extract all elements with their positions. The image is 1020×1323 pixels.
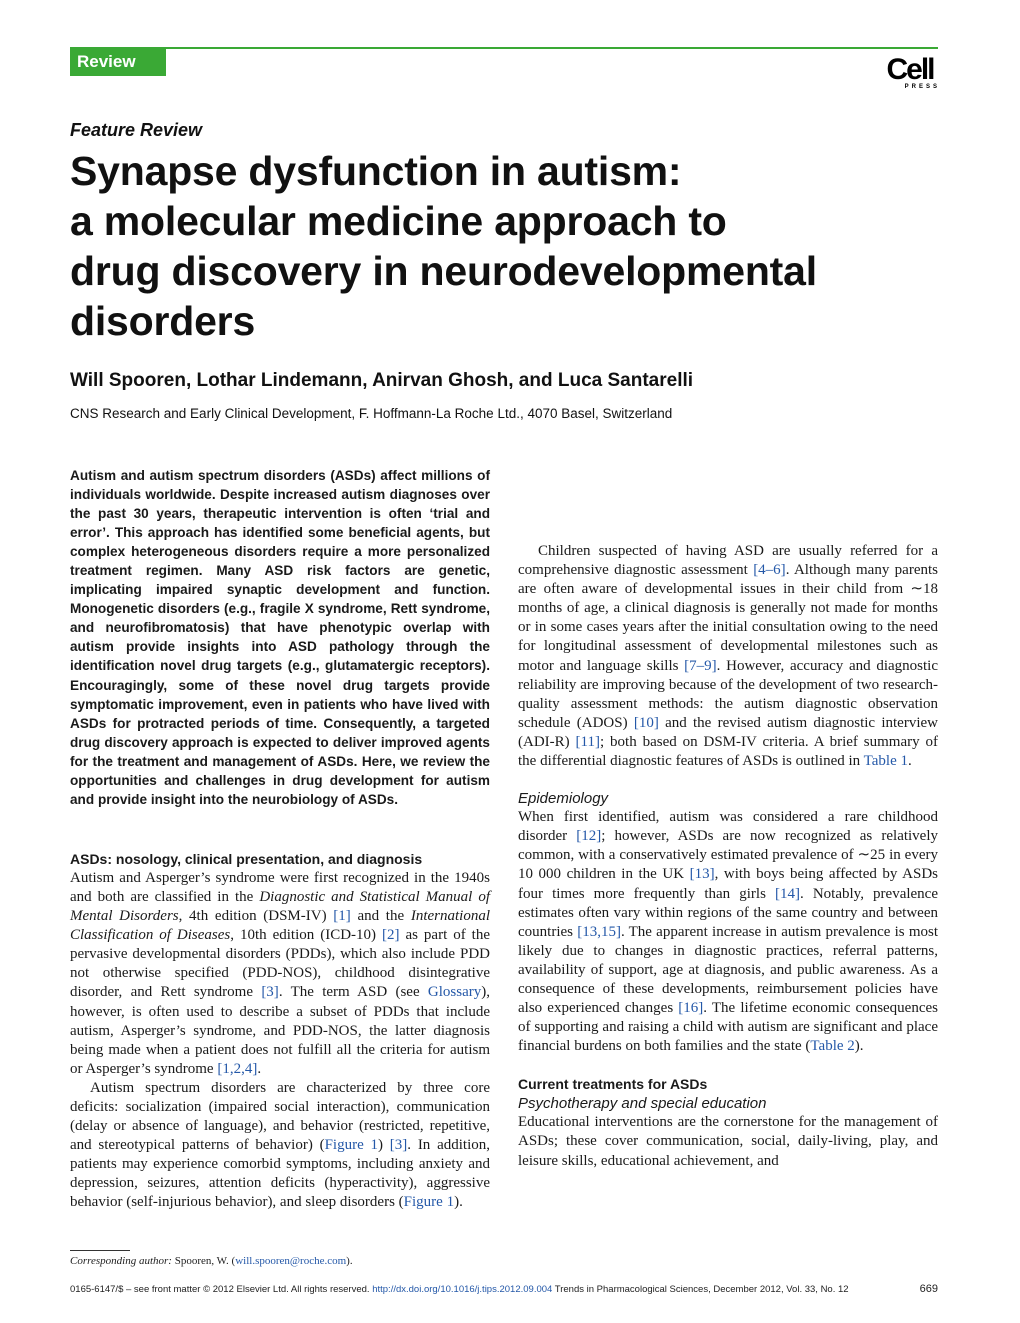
logo-sub-text: PRESS: [904, 84, 940, 90]
table-link[interactable]: Table 1: [863, 753, 908, 770]
cell-press-logo: [880, 53, 940, 90]
section-heading-nosology: ASDs: nosology, clinical presentation, and diagnosis: [70, 850, 423, 867]
header-rule: [70, 47, 938, 49]
paragraph-epidemiology: When first identified, autism was considered a rare childhood disorder [12]; however, ASDs are now recognized as relatively common, with a conservatively estimated prevalence of ∼25 in every 10 000 children in the UK [13], with boys being affected by ASDs four times more frequently than girls [14]. Notably, prevalence estimates often vary within regions of the same country and between countries [13,15]. The apparent increase in autism prevalence is most likely due to changes in diagnostic practices, referral patterns, availability of support, age at diagnosis, and public awareness. As a consequence of these developments, reimbursement policies have also experienced changes [16]. The lifetime economic consequences of supporting and raising a child with autism are significant and place financial burdens on both families and the state (Table 2).: [518, 809, 939, 1055]
article-type: Feature Review: [70, 120, 203, 140]
figure-link[interactable]: Figure 1: [324, 1137, 379, 1154]
author-email-link[interactable]: will.spooren@roche.com: [235, 1255, 347, 1267]
citation-link[interactable]: [7–9]: [684, 657, 717, 674]
citation-link[interactable]: [1,2,4]: [217, 1060, 258, 1077]
title-line: a molecular medicine approach to: [70, 198, 727, 244]
paragraph-nosology: Autism and Asperger’s syndrome were first recognized in the 1940s and both are classified in the Diagnostic and Statistical Manual of Mental Disorders, 4th edition (DSM-IV) [1] and the International Classification of Diseases, 10th edition (ICD-10) [2] as part of the pervasive developmental disorders (PDDs), which also include PDD not otherwise specified (PDD-NOS), childhood disintegrative disorder, and Rett syndrome [3]. The term ASD (see Glossary), however, is often used to describe a subset of PDDs that include autism, Asperger’s syndrome, and PDD-NOS, the latter diagnosis being made when a patient does not fulfill all the criteria for autism or Asperger’s syndrome [1,2,4].: [70, 869, 490, 1077]
right-column: [518, 466, 938, 1171]
article-title: [70, 146, 950, 346]
citation-link[interactable]: [10]: [633, 714, 659, 731]
title-line: drug discovery in neurodevelopmental: [70, 248, 817, 294]
citation-link[interactable]: [1]: [333, 908, 351, 925]
page-number: 669: [919, 1283, 938, 1295]
review-badge: Review: [70, 47, 166, 76]
citation-link[interactable]: [3]: [389, 1137, 408, 1154]
citation-link[interactable]: [2]: [382, 927, 400, 944]
affiliation: CNS Research and Early Clinical Development, F. Hoffmann-La Roche Ltd., 4070 Basel, Switzerland: [70, 406, 673, 421]
citation-link[interactable]: [3]: [261, 984, 279, 1001]
citation-link[interactable]: [12]: [576, 828, 602, 845]
paragraph-core-deficits: Autism spectrum disorders are characterized by three core deficits: socialization (impaired social interaction), communication (delay or absence of language), and behavior (restricted, repetitive, and stereotypical patterns of behavior) (Figure 1) [3]. In addition, patients may experience comorbid symptoms, including anxiety and depression, seizures, attention deficits (hyperactivity), aggressive behavior (self-injurious behavior), and sleep disorders (Figure 1).: [70, 1079, 490, 1211]
corresponding-author-note: Corresponding author: Spooren, W. (will.spooren@roche.com).: [70, 1255, 353, 1267]
paragraph-education: Educational interventions are the cornerstone for the management of ASDs; these cover communication, social, daily-living, play, and leisure skills, educational achievement, and: [518, 1114, 938, 1169]
paragraph-diagnosis: Children suspected of having ASD are usually referred for a comprehensive diagnostic assessment [4–6]. Although many parents are often aware of developmental issues in their child from ∼18 months of age, a clinical diagnosis is generally not made for months or in some cases years after the initial consultation owing to the need for longitudinal assessment of developmental milestones such as motor and language skills [7–9]. However, accuracy and diagnostic reliability are improving because of the development of two research-quality assessment methods: the autism diagnostic observation schedule (ADOS) [10] and the revised autism diagnostic interview (ADI-R) [11]; both based on DSM-IV criteria. A brief summary of the differential diagnostic features of ASDs is outlined in Table 1.: [518, 543, 938, 770]
doi-link[interactable]: http://dx.doi.org/10.1016/j.tips.2012.09.004: [372, 1284, 553, 1295]
page-footer: 0165-6147/$ – see front matter © 2012 Elsevier Ltd. All rights reserved. http://dx.doi.org/10.1016/j.tips.2012.09.004 Trends in Pharmacological Sciences, December 2012, Vol. 33, No. 12: [70, 1284, 849, 1295]
citation-link[interactable]: [13]: [689, 866, 715, 883]
glossary-link[interactable]: Glossary: [427, 984, 482, 1001]
title-line: Synapse dysfunction in autism:: [70, 148, 682, 194]
citation-link[interactable]: [13,15]: [577, 923, 621, 940]
subheading-psychotherapy: Psychotherapy and special education: [518, 1095, 767, 1113]
title-line: disorders: [70, 298, 256, 344]
footnote-rule: [70, 1250, 130, 1251]
citation-link[interactable]: [14]: [775, 885, 800, 902]
abstract: Autism and autism spectrum disorders (ASDs) affect millions of individuals worldwide. Despite increased autism diagnoses over the past 30 years, therapeutic intervention is often ‘trial and error’. This approach has identified some beneficial agents, but complex heterogeneous disorders require a more personalized treatment regimen. Many ASD risk factors are genetic, implicating impaired synaptic development and function. Monogenetic disorders (e.g., fragile X syndrome, Rett syndrome, and neurofibromatosis) that have phenotypic overlap with autism provide insights into ASD pathology through the identification novel drug targets (e.g., glutamatergic receptors). Encouragingly, some of these novel drug targets provide symptomatic improvement, even in patients who have lived with ASDs for protracted periods of time. Consequently, a targeted drug discovery approach is expected to deliver improved agents for the treatment and management of ASDs. Here, we review the opportunities and challenges in drug development for autism and provide insight into the neurobiology of ASDs.: [70, 468, 490, 807]
citation-link[interactable]: [11]: [575, 733, 600, 750]
left-column: [70, 466, 490, 1213]
citation-link[interactable]: [16]: [678, 1000, 704, 1017]
figure-link[interactable]: Figure 1: [403, 1194, 455, 1211]
citation-link[interactable]: [4–6]: [753, 562, 786, 579]
subheading-epidemiology: Epidemiology: [518, 790, 609, 808]
section-heading-treatments: Current treatments for ASDs: [518, 1076, 708, 1093]
logo-main-text: Cell: [886, 53, 934, 86]
author-list: Will Spooren, Lothar Lindemann, Anirvan Ghosh, and Luca Santarelli: [70, 370, 694, 391]
table-link[interactable]: Table 2: [810, 1038, 855, 1055]
